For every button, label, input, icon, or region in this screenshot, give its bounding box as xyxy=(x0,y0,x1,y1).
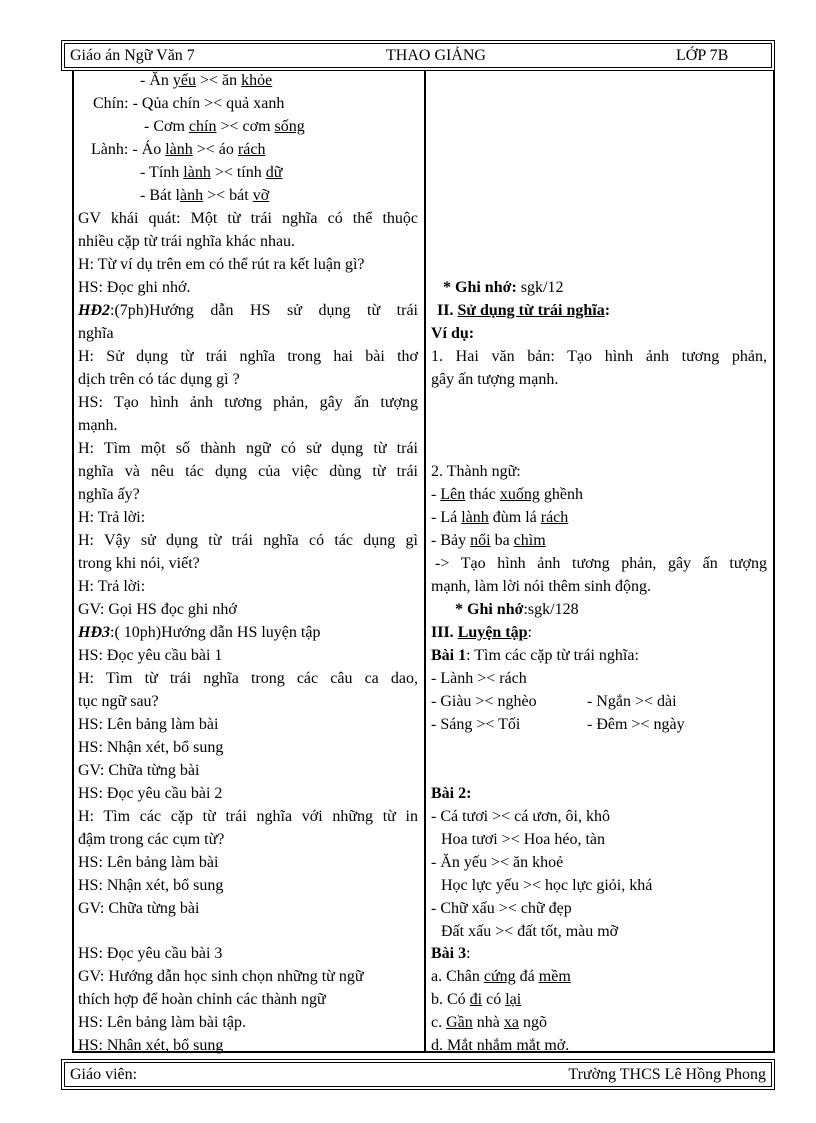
left-line-l28 xyxy=(78,691,418,713)
text-run: khỏe xyxy=(241,72,273,89)
text-run: Ví dụ: xyxy=(431,325,475,342)
text-run: : xyxy=(604,302,611,319)
text-run: xuống xyxy=(499,486,540,503)
text-run: HS: Nhận xét, bổ sung xyxy=(78,877,224,894)
right-line-r12 xyxy=(431,599,767,621)
text-run: Lành: - Áo xyxy=(91,141,166,158)
left-line-l17 xyxy=(78,438,418,460)
text-run: - Tính xyxy=(140,164,184,181)
text-run: nghĩa xyxy=(78,325,114,342)
text-run: mở xyxy=(544,1037,566,1054)
text-run: :sgk/128 xyxy=(523,601,579,618)
left-line-l6 xyxy=(78,185,418,207)
right-line-r3 xyxy=(431,323,767,345)
text-run: H: Tìm một số thành ngữ có sử dụng từ trái xyxy=(78,440,418,457)
text-run: HS: Nhận xét, bổ sung xyxy=(78,1037,224,1054)
left-line-l37 xyxy=(78,898,418,920)
text-run: >< cơm xyxy=(216,118,275,135)
left-line-l33 xyxy=(78,806,418,828)
right-line-r16 xyxy=(431,691,767,713)
text-run: HS: Đọc yêu cầu bài 2 xyxy=(78,785,223,802)
text-run: ngõ xyxy=(518,1014,547,1031)
left-line-l25 xyxy=(78,622,418,644)
text-run: H: Trả lời: xyxy=(78,509,146,526)
right-line-r7 xyxy=(431,484,767,506)
text-run: Bài 1 xyxy=(431,647,467,664)
text-run: nghĩa và nêu tác dụng của việc dùng từ trái xyxy=(78,463,418,480)
text-run: Lên xyxy=(440,486,466,503)
text-run: - xyxy=(431,486,441,503)
text-run: : Tìm các cặp từ trái nghĩa: xyxy=(466,647,639,664)
left-line-l7 xyxy=(78,208,418,230)
right-line-r21 xyxy=(431,852,767,874)
text-run: >< tính xyxy=(210,164,266,181)
right-line-r25 xyxy=(431,943,767,965)
text-run: Hoa tươi >< Hoa héo, tàn xyxy=(441,831,606,848)
text-run: trong khi nói, viết? xyxy=(78,555,200,572)
right-line-r29 xyxy=(431,1035,767,1057)
text-run: nhắm xyxy=(476,1037,513,1054)
right-line-r8 xyxy=(431,507,767,529)
text-run: xa xyxy=(503,1014,519,1031)
tab-column xyxy=(587,714,685,736)
page-footer xyxy=(61,1059,775,1090)
text-run: HS: Tạo hình ảnh tương phản, gây ấn tượng xyxy=(78,394,418,411)
text-run: * Ghi nhớ xyxy=(455,601,524,618)
text-run: dữ xyxy=(265,164,283,181)
text-run: dịch trên có tác dụng gì ? xyxy=(78,371,240,388)
left-line-l30 xyxy=(78,737,418,759)
left-line-l24 xyxy=(78,599,418,621)
left-line-l9 xyxy=(78,254,418,276)
header-title: THAO GIẢNG xyxy=(386,47,486,64)
text-run: đậm trong các cụm từ? xyxy=(78,831,225,848)
left-line-l14 xyxy=(78,369,418,391)
text-run: H: Sử dụng từ trái nghĩa trong hai bài thơ xyxy=(78,348,418,365)
text-run: a. Chân xyxy=(431,968,484,985)
text-run: ba xyxy=(490,532,514,549)
right-line-r5 xyxy=(431,369,767,391)
text-run: - Ăn yếu >< ăn khoẻ xyxy=(431,854,564,871)
left-line-l22 xyxy=(78,553,418,575)
text-run: HS: Đọc yêu cầu bài 1 xyxy=(78,647,223,664)
text-run: gây ấn tượng mạnh. xyxy=(431,371,559,388)
page-header xyxy=(61,40,775,71)
header-class: LỚP 7B xyxy=(676,47,729,64)
left-line-l40 xyxy=(78,989,418,1011)
right-line-r2 xyxy=(431,300,767,322)
text-run: HS: Nhận xét, bổ sung xyxy=(78,739,224,756)
text-run: - Lá xyxy=(431,509,462,526)
text-run: thích hợp để hoàn chỉnh các thành ngữ xyxy=(78,991,326,1008)
right-line-r23 xyxy=(431,898,767,920)
right-line-r1 xyxy=(431,277,767,299)
text-run: mắt xyxy=(512,1037,545,1054)
text-run: đùm lá xyxy=(488,509,541,526)
text-run: d. Mắt xyxy=(431,1037,477,1054)
text-run: H: Trả lời: xyxy=(78,578,146,595)
text-run: Gần xyxy=(446,1014,473,1031)
text-run: b. Có xyxy=(431,991,470,1008)
left-line-l1 xyxy=(78,70,418,92)
text-run: thác xyxy=(465,486,500,503)
right-line-r14 xyxy=(431,645,767,667)
left-line-l13 xyxy=(78,346,418,368)
text-run: mạnh. xyxy=(78,417,118,434)
text-run: HS: Lên bảng làm bài tập. xyxy=(78,1014,246,1031)
text-run: :(7ph)Hướng dẫn HS sử dụng từ trái xyxy=(110,302,418,319)
right-line-r22 xyxy=(431,875,767,897)
header-subject: Giáo án Ngữ Văn 7 xyxy=(70,47,195,64)
left-line-l20 xyxy=(78,507,418,529)
left-line-l34 xyxy=(78,829,418,851)
left-line-l41 xyxy=(78,1012,418,1034)
text-run: GV: Chữa từng bài xyxy=(78,762,200,779)
right-line-r24 xyxy=(431,921,767,943)
text-run: Bài 3 xyxy=(431,945,467,962)
left-line-l23 xyxy=(78,576,418,598)
text-run: H: Từ ví dụ trên em có thể rút ra kết luận gì? xyxy=(78,256,365,273)
right-line-r17 xyxy=(431,714,767,736)
right-line-r11 xyxy=(431,576,767,598)
text-run: rách xyxy=(540,509,569,526)
left-line-l19 xyxy=(78,484,418,506)
right-line-r9 xyxy=(431,530,767,552)
text-run: : xyxy=(527,624,532,641)
right-line-r19 xyxy=(431,806,767,828)
text-run: lành xyxy=(165,141,193,158)
text-run: - Bát l xyxy=(140,187,180,204)
text-run: có xyxy=(482,991,506,1008)
left-line-l18 xyxy=(78,461,418,483)
text-run: H: Vậy sử dụng từ trái nghĩa có tác dụng gì xyxy=(78,532,418,549)
text-run: :( 10ph)Hướng dẫn HS luyện tập xyxy=(110,624,321,641)
right-line-r10 xyxy=(431,553,767,575)
text-run: rách xyxy=(237,141,266,158)
left-line-l5 xyxy=(78,162,418,184)
text-run: - Ăn xyxy=(140,72,173,89)
column-divider xyxy=(424,71,426,1052)
text-run: ghềnh xyxy=(539,486,583,503)
text-run: lành xyxy=(461,509,489,526)
text-run: Luyện tập xyxy=(457,624,528,641)
left-line-l39 xyxy=(78,966,418,988)
text-run: đi xyxy=(469,991,483,1008)
text-run: nghĩa ấy? xyxy=(78,486,140,503)
text-run: - Ngắn >< dài xyxy=(587,693,677,710)
text-run: - Giàu >< nghèo xyxy=(431,693,537,710)
text-run: HS: Đọc ghi nhớ. xyxy=(78,279,191,296)
left-line-l21 xyxy=(78,530,418,552)
left-line-l31 xyxy=(78,760,418,782)
text-run: -> Tạo hình ảnh tương phản, gây ấn tượng xyxy=(435,555,767,572)
text-run: III. xyxy=(431,624,458,641)
text-run: nhiều cặp từ trái nghĩa khác nhau. xyxy=(78,233,296,250)
text-run: GV khái quát: Một từ trái nghĩa có thể thuộc xyxy=(78,210,418,227)
text-run: chìm xyxy=(513,532,546,549)
text-run: GV: Gọi HS đọc ghi nhớ xyxy=(78,601,237,618)
right-line-r28 xyxy=(431,1012,767,1034)
text-run: lại xyxy=(505,991,522,1008)
text-run: cứng xyxy=(483,968,516,985)
left-line-l32 xyxy=(78,783,418,805)
text-run: nổi xyxy=(470,532,491,549)
text-run: 1. Hai văn bản: Tạo hình ảnh tương phản, xyxy=(431,348,767,365)
text-run: lành xyxy=(183,164,211,181)
right-line-r20 xyxy=(431,829,767,851)
left-line-l35 xyxy=(78,852,418,874)
text-run: - Chữ xấu >< chữ đẹp xyxy=(431,900,572,917)
footer-school: Trường THCS Lê Hồng Phong xyxy=(568,1066,766,1083)
left-line-l15 xyxy=(78,392,418,414)
text-run: tục ngữ sau? xyxy=(78,693,159,710)
text-run: HS: Đọc yêu cầu bài 3 xyxy=(78,945,223,962)
footer-teacher: Giáo viên: xyxy=(70,1066,138,1083)
text-run: ành xyxy=(180,187,204,204)
left-line-l2 xyxy=(78,93,418,115)
left-line-l27 xyxy=(78,668,418,690)
text-run: - Bảy xyxy=(431,532,471,549)
left-line-l42 xyxy=(78,1035,418,1057)
left-line-l38 xyxy=(78,943,418,965)
text-run: GV: Hướng dẫn học sinh chọn những từ ngữ xyxy=(78,968,364,985)
text-run: Đất xấu >< đất tốt, màu mỡ xyxy=(441,923,619,940)
text-run: * Ghi nhớ: xyxy=(443,279,517,296)
left-line-l16 xyxy=(78,415,418,437)
text-run: - Đêm >< ngày xyxy=(587,716,685,733)
text-run: chín xyxy=(188,118,217,135)
left-line-l26 xyxy=(78,645,418,667)
text-run: HĐ2 xyxy=(78,302,110,319)
left-line-l4 xyxy=(78,139,418,161)
tab-column xyxy=(587,691,677,713)
right-line-r18 xyxy=(431,783,767,805)
text-run: . xyxy=(565,1037,570,1054)
text-run: HĐ3 xyxy=(78,624,110,641)
left-line-l12 xyxy=(78,323,418,345)
text-run: đá xyxy=(515,968,539,985)
text-run: HS: Lên bảng làm bài xyxy=(78,716,219,733)
text-run: nhà xyxy=(472,1014,504,1031)
text-run: sgk/12 xyxy=(516,279,564,296)
right-line-r6 xyxy=(431,461,767,483)
text-run: vỡ xyxy=(252,187,270,204)
text-run: Chín: - Qủa chín >< quả xanh xyxy=(93,95,285,112)
left-line-l29 xyxy=(78,714,418,736)
right-line-r4 xyxy=(431,346,767,368)
right-line-r26 xyxy=(431,966,767,988)
text-run: 2. Thành ngữ: xyxy=(431,463,521,480)
text-run: GV: Chữa từng bài xyxy=(78,900,200,917)
text-run: II. xyxy=(437,302,458,319)
text-run: Sử dụng từ trái nghĩa xyxy=(457,302,605,319)
left-line-l8 xyxy=(78,231,418,253)
text-run: - Sáng >< Tối xyxy=(431,716,521,733)
left-line-l11 xyxy=(78,300,418,322)
text-run: >< áo xyxy=(192,141,238,158)
text-run: mạnh, làm lời nói thêm sinh động. xyxy=(431,578,651,595)
text-run: >< ăn xyxy=(196,72,242,89)
text-run: HS: Lên bảng làm bài xyxy=(78,854,219,871)
text-run: >< bát xyxy=(203,187,253,204)
left-line-l36 xyxy=(78,875,418,897)
right-line-r27 xyxy=(431,989,767,1011)
left-line-l10 xyxy=(78,277,418,299)
left-line-l3 xyxy=(78,116,418,138)
text-run: mềm xyxy=(538,968,571,985)
text-run: yếu xyxy=(172,72,196,89)
text-run: - Cá tươi >< cá ươn, ôi, khô xyxy=(431,808,610,825)
text-run: sống xyxy=(274,118,305,135)
text-run: : xyxy=(466,945,471,962)
text-run: H: Tìm các cặp từ trái nghĩa với những từ in xyxy=(78,808,418,825)
right-line-r15 xyxy=(431,668,767,690)
text-run: - Lành >< rách xyxy=(431,670,527,687)
right-line-r13 xyxy=(431,622,767,644)
text-run: Bài 2: xyxy=(431,785,472,802)
text-run: - Cơm xyxy=(144,118,189,135)
text-run: c. xyxy=(431,1014,447,1031)
text-run: H: Tìm từ trái nghĩa trong các câu ca dao, xyxy=(78,670,418,687)
text-run: Học lực yếu >< học lực giỏi, khá xyxy=(441,877,653,894)
